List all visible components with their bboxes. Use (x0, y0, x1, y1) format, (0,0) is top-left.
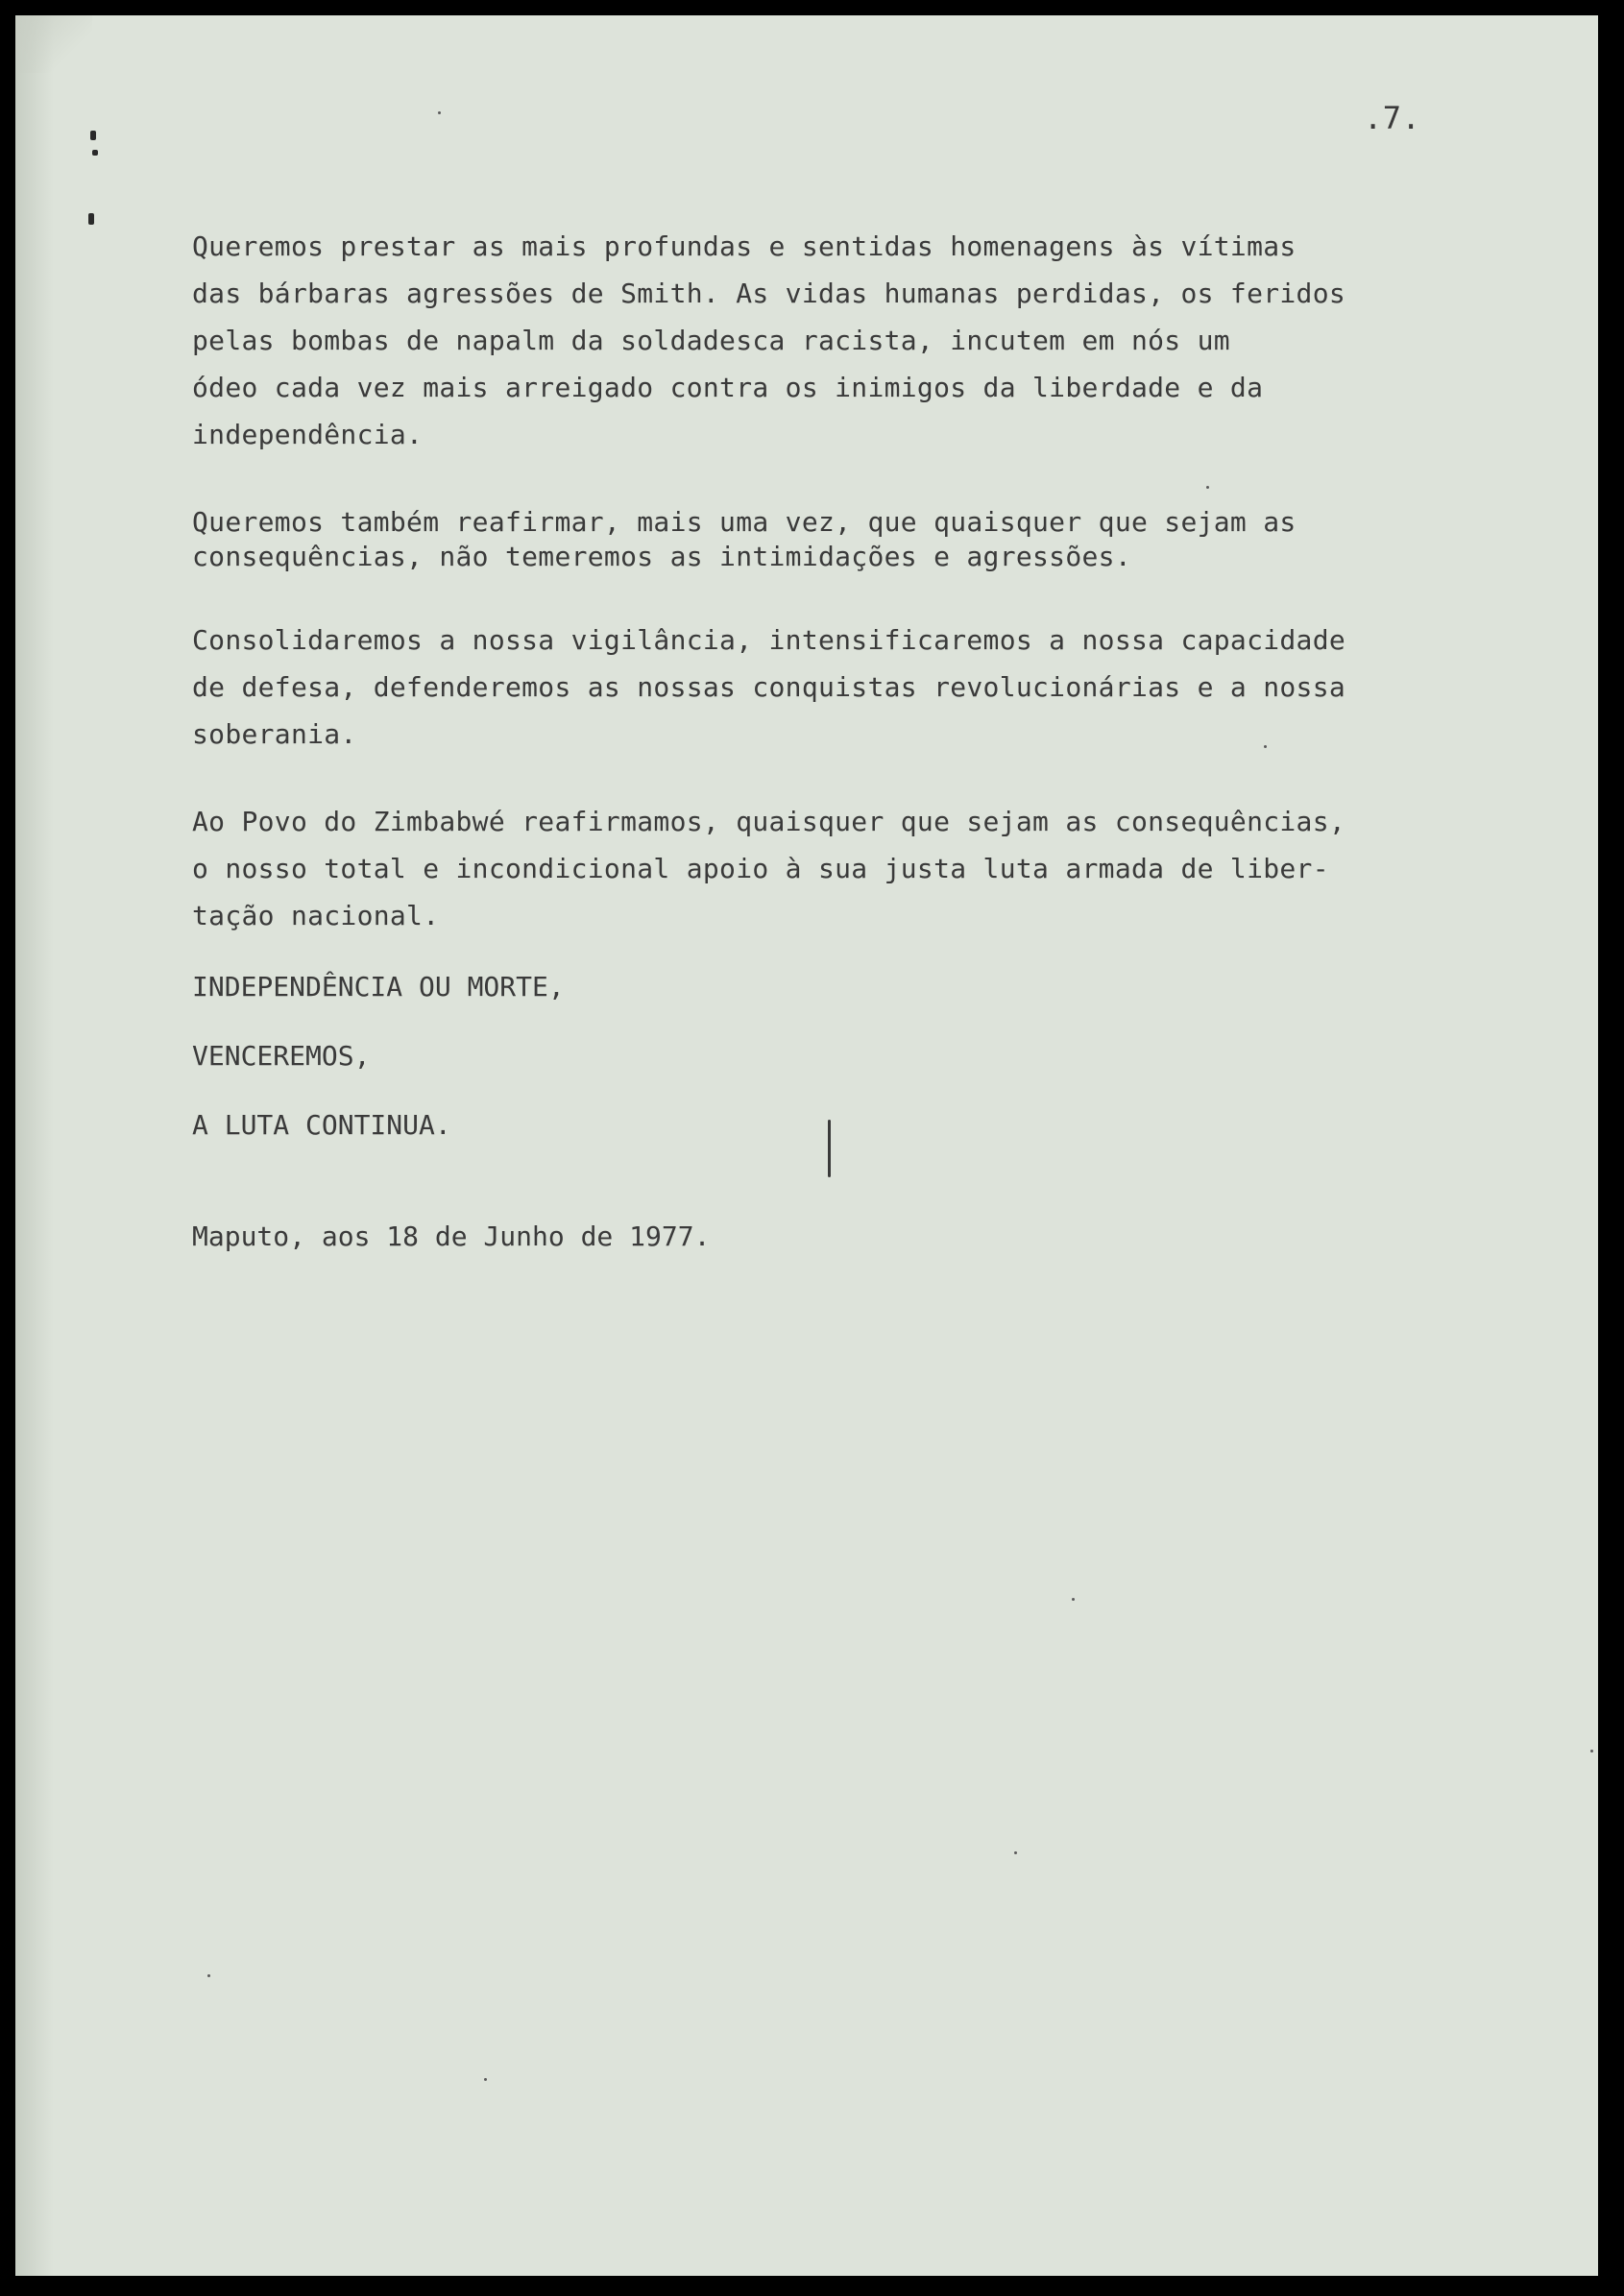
paragraph-line: de defesa, defenderemos as nossas conquistas revolucionárias e a nossa (192, 671, 1346, 703)
closing-slogan-luta-continua: A LUTA CONTINUA. (192, 1109, 451, 1141)
paragraph-line: ódeo cada vez mais arreigado contra os inimigos da liberdade e da (192, 372, 1264, 403)
paragraph-line: consequências, não temeremos as intimidações e agressões. (192, 541, 1131, 572)
paragraph-line: Consolidaremos a nossa vigilância, intensificaremos a nossa capacidade (192, 624, 1346, 656)
paper-crease-mark (828, 1120, 831, 1177)
paper-speck (1590, 1750, 1593, 1752)
paper-speck (438, 111, 441, 114)
document-page (15, 15, 1598, 2276)
paper-speck (1014, 1851, 1017, 1854)
paper-speck (1264, 745, 1267, 748)
page-number: .7. (1364, 100, 1421, 136)
paragraph-line: pelas bombas de napalm da soldadesca racista, incutem em nós um (192, 325, 1230, 356)
paper-corner-fold (15, 15, 92, 73)
binding-mark-top (90, 131, 96, 140)
paragraph-line: soberania. (192, 718, 357, 750)
closing-slogan-venceremos: VENCEREMOS, (192, 1040, 371, 1072)
paper-speck (1072, 1598, 1075, 1601)
paragraph-line: Ao Povo do Zimbabwé reafirmamos, quaisquer que sejam as consequências, (192, 806, 1346, 837)
paragraph-vigilance (192, 616, 1345, 758)
paragraph-homage (192, 223, 1345, 458)
paragraph-reaffirm (192, 505, 1297, 574)
paragraph-line: Queremos também reafirmar, mais uma vez, que quaisquer que sejam as (192, 506, 1297, 538)
dateline: Maputo, aos 18 de Junho de 1977. (192, 1221, 711, 1252)
paper-edge-shadow (15, 15, 54, 2276)
closing-slogan-independence: INDEPENDÊNCIA OU MORTE, (192, 971, 565, 1003)
paragraph-line: Queremos prestar as mais profundas e sentidas homenagens às vítimas (192, 230, 1297, 262)
paper-speck (484, 2078, 487, 2081)
paragraph-zimbabwe-support (192, 798, 1345, 939)
paper-speck (1206, 486, 1209, 489)
paragraph-line: o nosso total e incondicional apoio à sua justa luta armada de liber- (192, 853, 1329, 884)
paper-speck (207, 1974, 210, 1977)
binding-mark-upper (92, 150, 98, 156)
paragraph-line: das bárbaras agressões de Smith. As vidas humanas perdidas, os feridos (192, 278, 1346, 309)
paragraph-line: independência. (192, 419, 424, 450)
binding-mark-lower (88, 213, 94, 225)
paragraph-line: tação nacional. (192, 900, 440, 931)
